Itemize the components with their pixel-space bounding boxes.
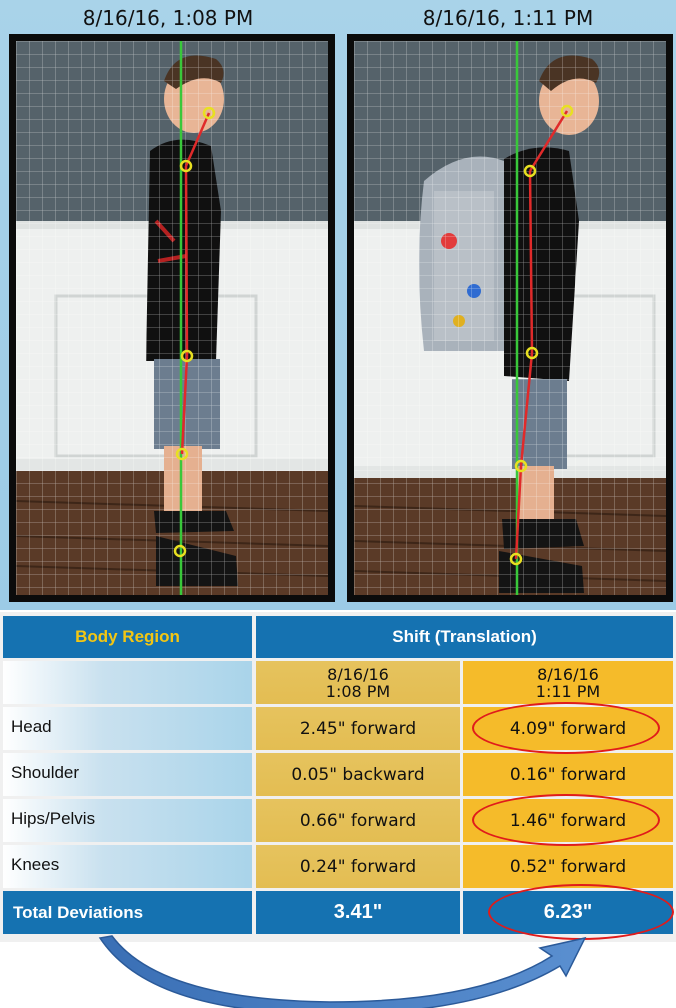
total-deviation-1: 3.41" [256,891,460,934]
header-shift: Shift (Translation) [256,616,673,658]
col2-date [463,661,673,704]
row-label-shoulder: Shoulder [3,753,252,796]
left-posture-photo[interactable] [9,34,335,602]
right-photo-scene [354,41,666,595]
col1-date [256,661,460,704]
posture-shift-table [0,612,676,942]
row-label-knees: Knees [3,845,252,888]
col2-time-text: 1:11 PM [535,681,601,701]
hips-shift-2: 1.46" forward [463,799,673,842]
col1-date-text: 8/16/16 [327,664,389,684]
row-label-head: Head [3,707,252,750]
row-label-hips: Hips/Pelvis [3,799,252,842]
total-deviations-label: Total Deviations [3,891,252,934]
curved-arrow-icon [0,930,676,1008]
head-shift-1: 2.45" forward [256,707,460,750]
left-timestamp: 8/16/16, 1:08 PM [82,6,254,30]
head-shift-2: 4.09" forward [463,707,673,750]
shoulder-shift-1: 0.05" backward [256,753,460,796]
date-row-label [3,661,252,704]
shoulder-shift-2: 0.16" forward [463,753,673,796]
hips-shift-1: 0.66" forward [256,799,460,842]
right-timestamp: 8/16/16, 1:11 PM [422,6,594,30]
right-posture-photo[interactable] [347,34,673,602]
left-photo-scene [16,41,328,595]
header-body-region: Body Region [3,616,252,658]
knees-shift-2: 0.52" forward [463,845,673,888]
col1-time-text: 1:08 PM [325,681,391,701]
knees-shift-1: 0.24" forward [256,845,460,888]
col2-date-text: 8/16/16 [537,664,599,684]
total-deviation-2: 6.23" [463,891,673,934]
